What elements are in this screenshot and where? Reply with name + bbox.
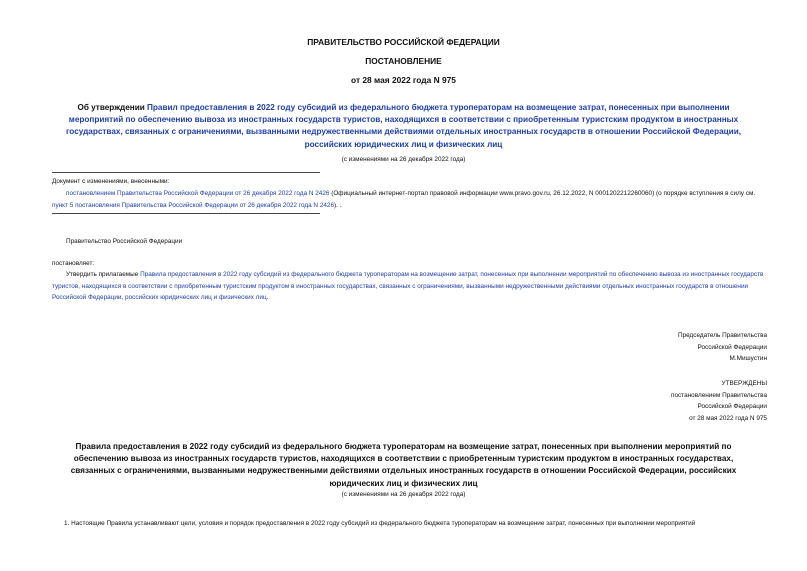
approve-suffix: . (266, 294, 269, 301)
changes-text-1: (Официальный интернет-портал правовой информации www.pravo.gov.ru, 26.12.2022, N 0001202212260060) (о порядке вступления в силу см. (329, 190, 756, 197)
changes-text-2: ). . (334, 201, 342, 209)
government-heading: ПРАВИТЕЛЬСТВО РОССИЙСКОЙ ФЕДЕРАЦИИ (307, 37, 500, 47)
title-prefix: Об утверждении (77, 103, 148, 112)
approve-rules-link[interactable]: Правила предоставления в 2022 году субсидий из федерального бюджета туроператорам на возмещение затрат, понесенных при выполнении мероприятий по обеспечению вывоза из иностранных государств туристов, находящихся в соответствии с приобретенным туристским продуктом в иностранных государствах, связанных с ограничениями, вызванными недружественными действиями отдельных иностранных государств в отношении Российской Федерации, российских юридических лиц и физических лиц (52, 271, 764, 301)
approved-block (671, 378, 767, 424)
divider-bottom (52, 213, 320, 214)
rules-title: Правила предоставления в 2022 году субсидий из федерального бюджета туроператорам на возмещение затрат, понесенных при выполнении мероприятий по обеспечению вывоза из иностранных государств туристов, находящихся в соответствии с приобретенным туристским продуктом в иностранных государствах, связанных с ограничениями, вызванными недружественными действиями отдельных иностранных государств в отношении Российской Федерации, российских юридических лиц и физических лиц (70, 442, 737, 488)
title-rules-link[interactable]: Правил предоставления в 2022 году субсидий из федерального бюджета туроператорам на возмещение затрат, понесенных при выполнении мероприятий по обеспечению вывоза из иностранных государств туристов, находящихся в соответствии с приобретенным туристским продуктом в иностранных государствах, связанных с ограничениями, вызванными недружественными действиями отдельных иностранных государств в отношении Российской Федерации, российских юридических лиц и физических лиц (66, 103, 741, 149)
approve-prefix: Утвердить прилагаемые (66, 271, 141, 278)
signature-position: Председатель Правительства (678, 332, 767, 339)
signature-block (678, 330, 767, 365)
amendment-link[interactable]: постановлением Правительства Российской Федерации от 26 декабря 2022 года N 2426 (66, 190, 330, 197)
divider-top (52, 172, 320, 173)
signature-country: Российской Федерации (697, 343, 767, 351)
body-decides: постановляет: (52, 260, 95, 267)
edition-note: (с изменениями на 26 декабря 2022 года) (341, 156, 466, 163)
rules-edition-note: (с изменениями на 26 декабря 2022 года) (341, 491, 466, 498)
signature-name: М.Мишустин (729, 355, 767, 363)
approved-label: УТВЕРЖДЕНЫ (721, 380, 767, 387)
changes-paragraph (52, 188, 767, 211)
approve-paragraph (52, 269, 767, 304)
approved-date: от 28 мая 2022 года N 975 (689, 414, 767, 422)
rules-item-1: 1. Настоящие Правила устанавливают цели, условия и порядок предоставления в 2022 году субсидий из федерального бюджета туроператорам на возмещение затрат, понесенных при выполнении мероприятий (64, 520, 696, 527)
doc-type-heading: ПОСТАНОВЛЕНИЕ (365, 56, 442, 66)
date-number: от 28 мая 2022 года N 975 (351, 75, 456, 85)
approved-country: Российской Федерации (697, 403, 767, 411)
body-government: Правительство Российской Федерации (66, 238, 183, 245)
approved-by: постановлением Правительства (671, 391, 767, 399)
entry-into-force-link[interactable]: пункт 5 постановления Правительства Российской Федерации от 26 декабря 2022 года N 2426 (52, 201, 335, 209)
document-title (52, 102, 755, 151)
changes-heading: Документ с изменениями, внесенными: (52, 178, 170, 185)
